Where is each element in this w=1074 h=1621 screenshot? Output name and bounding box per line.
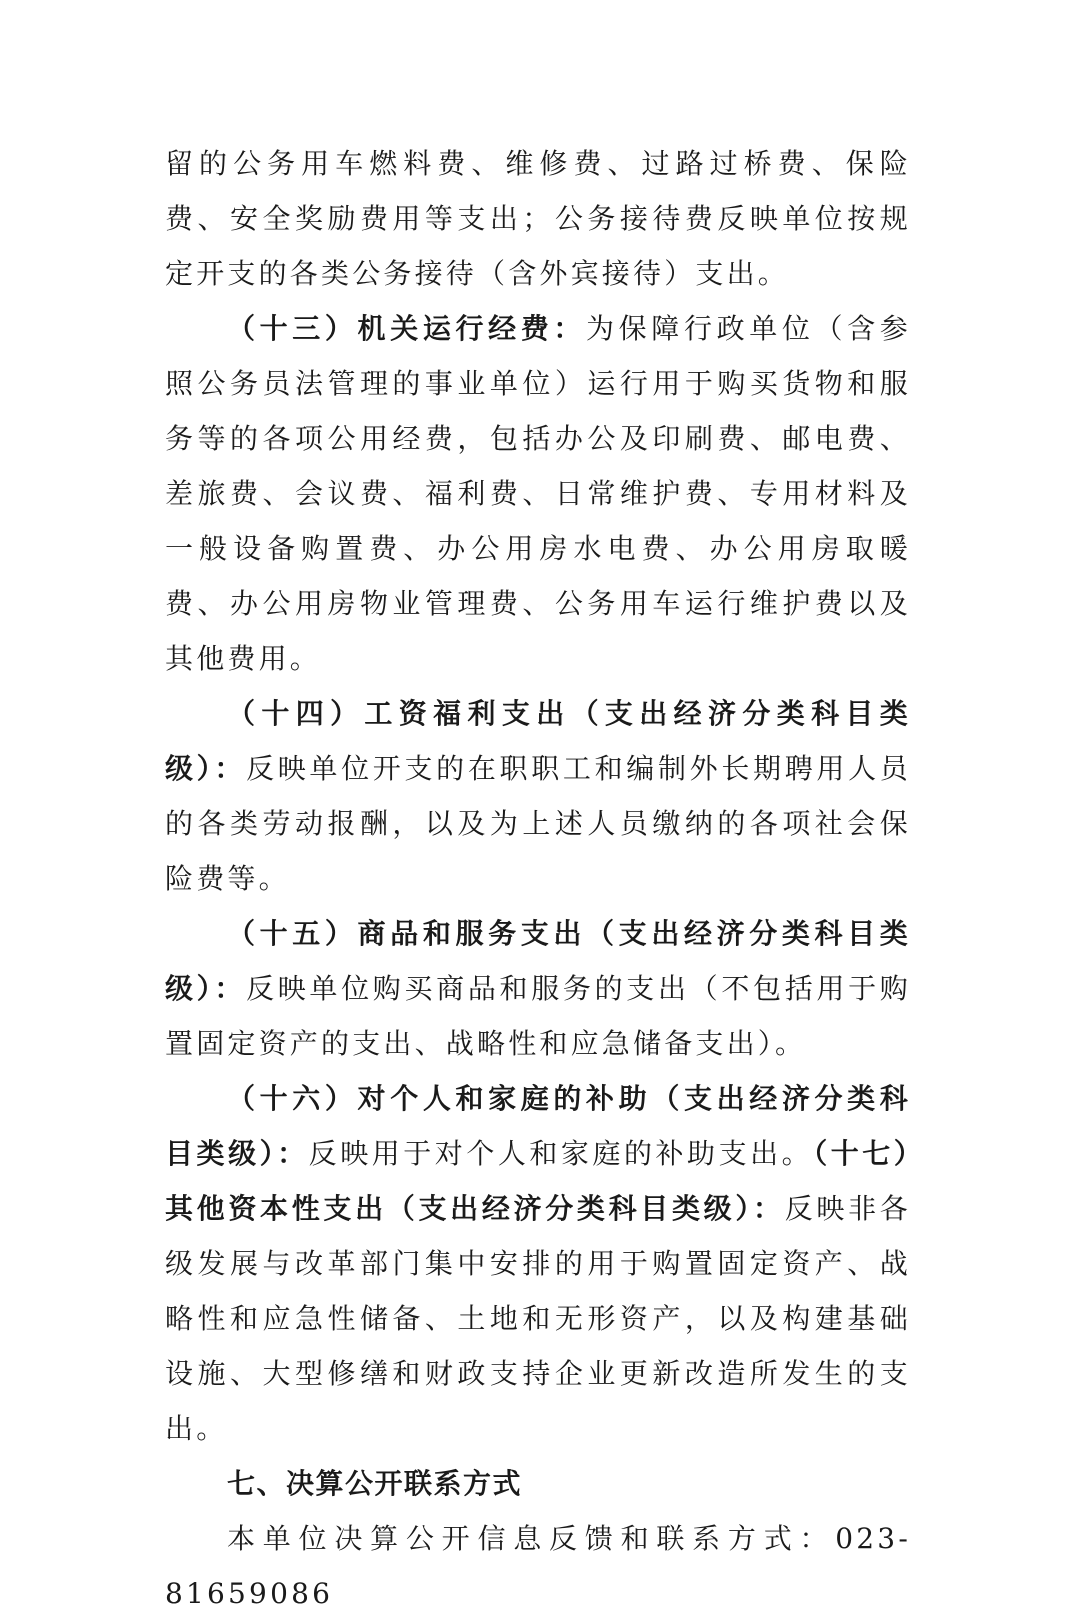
item-heading: （十三）机关运行经费： <box>227 312 587 345</box>
paragraph-text-17: 反映非各级发展与改革部门集中安排的用于购置固定资产、战略性和应急性储备、土地和无形资产，以及构建基础设施、大型修缮和财政支持企业更新改造所发生的支出。 <box>165 1192 911 1445</box>
item-heading: （十四）工资福利支出（支出经济分类科目类级）： <box>165 697 911 785</box>
item-heading-17: （十七）其他资本性支出（支出经济分类科目类级）： <box>165 1137 911 1225</box>
section-title: 七、决算公开联系方式 <box>227 1467 523 1500</box>
document-body <box>165 136 911 1621</box>
item-heading: （十五）商品和服务支出（支出经济分类科目类级）： <box>165 917 911 1005</box>
paragraph-item-15 <box>165 906 911 1071</box>
contact-line <box>165 1511 911 1621</box>
paragraph-text: 反映单位开支的在职职工和编制外长期聘用人员的各类劳动报酬，以及为上述人员缴纳的各项社会保险费等。 <box>165 752 911 895</box>
paragraph-continuation <box>165 136 911 301</box>
paragraph-item-13 <box>165 301 911 686</box>
paragraph-item-16-17 <box>165 1071 911 1456</box>
item-heading: （十六）对个人和家庭的补助（支出经济分类科目类级）： <box>165 1082 911 1170</box>
paragraph-text: 为保障行政单位（含参照公务员法管理的事业单位）运行用于购买货物和服务等的各项公用经费，包括办公及印刷费、邮电费、差旅费、会议费、福利费、日常维护费、专用材料及一般设备购置费、办公用房水电费、办公用房取暖费、办公用房物业管理费、公务用车运行维护费以及其他费用。 <box>165 312 911 675</box>
paragraph-text: 反映用于对个人和家庭的补助支出。 <box>308 1137 814 1170</box>
paragraph-text: 反映单位购买商品和服务的支出（不包括用于购置固定资产的支出、战略性和应急储备支出）。 <box>165 972 911 1060</box>
contact-phone: 023-81659086 <box>165 1522 911 1610</box>
paragraph-item-14 <box>165 686 911 906</box>
contact-label: 本单位决算公开信息反馈和联系方式： <box>227 1522 836 1555</box>
paragraph-text: 留的公务用车燃料费、维修费、过路过桥费、保险费、安全奖励费用等支出；公务接待费反映单位按规定开支的各类公务接待（含外宾接待）支出。 <box>165 147 911 290</box>
